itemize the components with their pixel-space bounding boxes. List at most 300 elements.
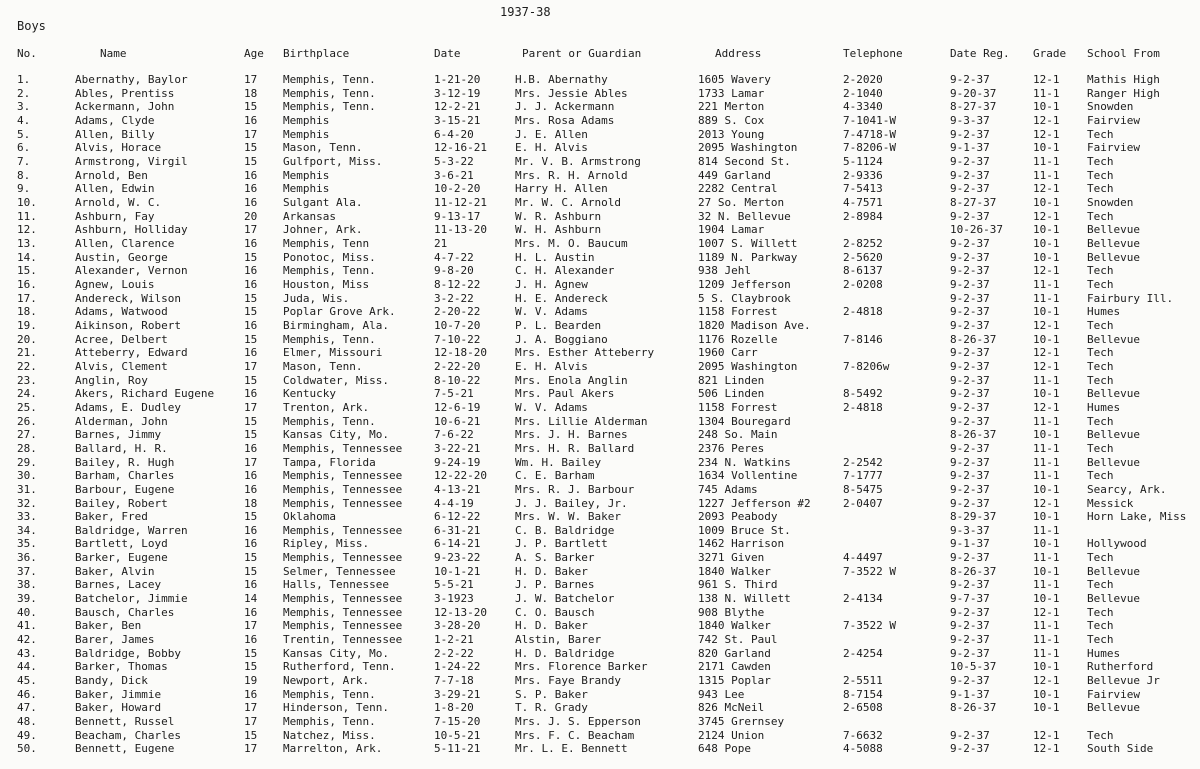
address: 820 Garland: [698, 646, 771, 660]
age: 20: [244, 209, 258, 223]
date-registered: 9-2-37: [950, 441, 990, 455]
row-number: 23.: [17, 373, 37, 387]
grade: 11-1: [1033, 633, 1060, 647]
date-registered: 9-2-37: [950, 155, 990, 168]
date-registered: 8-26-37: [950, 564, 997, 578]
parent-guardian: H.B. Abernathy: [515, 73, 608, 86]
address: 908 Blythe: [698, 605, 765, 619]
birthplace: Poplar Grove Ark.: [283, 305, 396, 319]
telephone: 7-4718-W: [843, 127, 896, 141]
table-row: [0, 742, 1200, 756]
birthplace: Memphis, Tenn.: [283, 100, 376, 114]
telephone: 2-8252: [843, 236, 883, 250]
school-from: Bellevue: [1087, 701, 1140, 715]
birthplace: Hinderson, Tenn.: [283, 701, 389, 715]
age: 16: [244, 469, 258, 483]
age: 16: [244, 633, 258, 647]
birth-date: 2-20-22: [434, 305, 481, 319]
row-number: 27.: [17, 428, 37, 442]
address: 889 S. Cox: [698, 114, 765, 127]
table-row: [0, 442, 1200, 456]
school-from: Tech: [1087, 578, 1114, 592]
birthplace: Memphis, Tennessee: [283, 523, 403, 537]
birthplace: Memphis, Tenn.: [283, 332, 376, 346]
address: 821 Linden: [698, 373, 765, 387]
birth-date: 2-22-20: [434, 359, 481, 373]
birthplace: Marrelton, Ark.: [283, 742, 383, 756]
date-registered: 8-27-37: [950, 100, 997, 114]
student-name: Bailey, R. Hugh: [75, 455, 175, 469]
address: 2171 Cawden: [698, 660, 771, 674]
age: 17: [244, 619, 258, 633]
birth-date: 12-6-19: [434, 400, 481, 414]
address: 5 S. Claybrook: [698, 291, 791, 305]
grade: 12-1: [1033, 318, 1060, 332]
age: 15: [244, 291, 258, 305]
date-registered: 9-3-37: [950, 523, 990, 537]
school-from: Ranger High: [1087, 86, 1160, 100]
telephone: 7-6632: [843, 728, 883, 742]
row-number: 46.: [17, 687, 37, 701]
birth-date: 8-12-22: [434, 277, 481, 291]
parent-guardian: Mrs. R. J. Barbour: [515, 482, 635, 496]
row-number: 11.: [17, 209, 37, 223]
grade: 11-1: [1033, 291, 1060, 305]
birthplace: Oklahoma: [283, 510, 336, 524]
telephone: 7-8206-W: [843, 141, 896, 155]
student-name: Barnes, Lacey: [75, 578, 162, 592]
student-name: Alvis, Clement: [75, 359, 168, 373]
table-row: [0, 483, 1200, 497]
school-from: Tech: [1087, 155, 1114, 168]
date-registered: 8-26-37: [950, 428, 997, 442]
age: 15: [244, 250, 258, 264]
grade: 12-1: [1033, 728, 1060, 742]
birth-date: 3-6-21: [434, 168, 474, 182]
parent-guardian: J. J. Ackermann: [515, 100, 615, 114]
telephone: 5-1124: [843, 155, 883, 168]
birth-date: 1-8-20: [434, 701, 474, 715]
row-number: 2.: [17, 86, 31, 100]
birth-date: 10-7-20: [434, 318, 481, 332]
grade: 10-1: [1033, 510, 1060, 524]
telephone: 2-2020: [843, 73, 883, 86]
student-name: Allen, Clarence: [75, 236, 175, 250]
date-registered: 9-2-37: [950, 182, 990, 196]
row-number: 22.: [17, 359, 37, 373]
table-row: [0, 73, 1200, 87]
student-name: Ackermann, John: [75, 100, 175, 114]
address: 1304 Bouregard: [698, 414, 791, 428]
table-row: [0, 237, 1200, 251]
school-from: Tech: [1087, 469, 1114, 483]
birthplace: Ponotoc, Miss.: [283, 250, 376, 264]
table-row: [0, 619, 1200, 633]
date-registered: 9-2-37: [950, 387, 990, 401]
student-name: Adams, Clyde: [75, 114, 155, 127]
table-row: [0, 251, 1200, 265]
school-from: Bellevue: [1087, 223, 1140, 237]
date-registered: 8-27-37: [950, 195, 997, 209]
student-name: Ashburn, Fay: [75, 209, 155, 223]
birth-date: 5-3-22: [434, 155, 474, 168]
age: 16: [244, 168, 258, 182]
grade: 10-1: [1033, 305, 1060, 319]
address: 938 Jehl: [698, 264, 751, 278]
birth-date: 10-5-21: [434, 728, 481, 742]
school-from: Tech: [1087, 633, 1114, 647]
table-row: [0, 401, 1200, 415]
birth-date: 5-11-21: [434, 742, 481, 756]
birthplace: Memphis, Tennessee: [283, 592, 403, 606]
table-row: [0, 674, 1200, 688]
birthplace: Memphis, Tennessee: [283, 551, 403, 565]
school-from: Snowden: [1087, 100, 1134, 114]
grade: 11-1: [1033, 578, 1060, 592]
student-name: Barker, Thomas: [75, 660, 168, 674]
age: 15: [244, 155, 258, 168]
address: 221 Merton: [698, 100, 765, 114]
school-from: South Side: [1087, 742, 1154, 756]
parent-guardian: Mrs. W. W. Baker: [515, 510, 621, 524]
age: 17: [244, 127, 258, 141]
grade: 12-1: [1033, 359, 1060, 373]
age: 15: [244, 646, 258, 660]
address: 3271 Given: [698, 551, 765, 565]
age: 17: [244, 455, 258, 469]
student-name: Alvis, Horace: [75, 141, 162, 155]
school-from: Snowden: [1087, 195, 1134, 209]
address: 1009 Bruce St.: [698, 523, 791, 537]
row-number: 26.: [17, 414, 37, 428]
student-name: Bartlett, Loyd: [75, 537, 168, 551]
birthplace: Memphis, Tenn: [283, 236, 370, 250]
parent-guardian: E. H. Alvis: [515, 359, 588, 373]
school-from: Tech: [1087, 346, 1114, 360]
grade: 12-1: [1033, 346, 1060, 360]
date-registered: 9-2-37: [950, 305, 990, 319]
address: 1176 Rozelle: [698, 332, 778, 346]
row-number: 28.: [17, 441, 37, 455]
birth-date: 2-2-22: [434, 646, 474, 660]
row-number: 41.: [17, 619, 37, 633]
birthplace: Memphis, Tennessee: [283, 619, 403, 633]
parent-guardian: Mrs. F. C. Beacham: [515, 728, 635, 742]
school-from: Tech: [1087, 168, 1114, 182]
row-number: 10.: [17, 195, 37, 209]
grade: 11-1: [1033, 414, 1060, 428]
parent-guardian: J. J. Bailey, Jr.: [515, 496, 628, 510]
address: 2095 Washington: [698, 359, 798, 373]
age: 17: [244, 359, 258, 373]
parent-guardian: Mrs. Paul Akers: [515, 387, 615, 401]
age: 16: [244, 523, 258, 537]
address: 248 So. Main: [698, 428, 778, 442]
birthplace: Memphis, Tenn.: [283, 264, 376, 278]
address: 1733 Lamar: [698, 86, 765, 100]
student-name: Baker, Jimmie: [75, 687, 162, 701]
table-row: [0, 223, 1200, 237]
telephone: 2-0208: [843, 277, 883, 291]
student-name: Acree, Delbert: [75, 332, 168, 346]
student-name: Ballard, H. R.: [75, 441, 168, 455]
birth-date: 4-7-22: [434, 250, 474, 264]
school-from: Humes: [1087, 400, 1121, 414]
table-row: [0, 633, 1200, 647]
row-number: 30.: [17, 469, 37, 483]
parent-guardian: J. E. Allen: [515, 127, 588, 141]
row-number: 31.: [17, 482, 37, 496]
address: 814 Second St.: [698, 155, 791, 168]
address: 32 N. Bellevue: [698, 209, 791, 223]
grade: 12-1: [1033, 674, 1060, 687]
age: 15: [244, 728, 258, 742]
grade: 10-1: [1033, 482, 1060, 496]
grade: 12-1: [1033, 73, 1060, 86]
parent-guardian: C. E. Barham: [515, 469, 595, 483]
telephone: 8-6137: [843, 264, 883, 278]
parent-guardian: H. L. Austin: [515, 250, 595, 264]
row-number: 32.: [17, 496, 37, 510]
student-name: Batchelor, Jimmie: [75, 592, 188, 606]
birth-date: 9-24-19: [434, 455, 481, 469]
parent-guardian: H. D. Baker: [515, 564, 588, 578]
telephone: 2-4818: [843, 400, 883, 414]
telephone: 7-8206w: [843, 359, 890, 373]
parent-guardian: Mrs. Esther Atteberry: [515, 346, 655, 360]
school-from: Messick: [1087, 496, 1134, 510]
birthplace: Memphis, Tennessee: [283, 441, 403, 455]
birth-date: 12-22-20: [434, 469, 487, 483]
row-number: 7.: [17, 155, 31, 168]
parent-guardian: H. D. Baldridge: [515, 646, 615, 660]
grade: 10-1: [1033, 387, 1060, 401]
birthplace: Memphis, Tenn.: [283, 715, 376, 728]
grade: 10-1: [1033, 100, 1060, 114]
date-registered: 9-2-37: [950, 373, 990, 387]
parent-guardian: J. A. Boggiano: [515, 332, 608, 346]
parent-guardian: Mrs. Enola Anglin: [515, 373, 628, 387]
birth-date: 7-6-22: [434, 428, 474, 442]
school-from: Horn Lake, Miss: [1087, 510, 1187, 524]
telephone: 7-5413: [843, 182, 883, 196]
school-from: Bellevue Jr: [1087, 674, 1160, 687]
table-row: [0, 196, 1200, 210]
telephone: 4-4497: [843, 551, 883, 565]
address: 742 St. Paul: [698, 633, 778, 647]
parent-guardian: T. R. Grady: [515, 701, 588, 715]
parent-guardian: H. D. Baker: [515, 619, 588, 633]
parent-guardian: Mr. V. B. Armstrong: [515, 155, 641, 168]
grade: 10-1: [1033, 660, 1060, 674]
grade: 10-1: [1033, 592, 1060, 606]
row-number: 50.: [17, 742, 37, 756]
address: 1840 Walker: [698, 564, 771, 578]
birthplace: Selmer, Tennessee: [283, 564, 396, 578]
age: 16: [244, 236, 258, 250]
school-from: Bellevue: [1087, 332, 1140, 346]
school-from: Tech: [1087, 551, 1114, 565]
birth-date: 1-2-21: [434, 633, 474, 647]
date-registered: 9-2-37: [950, 646, 990, 660]
age: 16: [244, 578, 258, 592]
birth-date: 3-29-21: [434, 687, 481, 701]
birthplace: Newport, Ark.: [283, 674, 370, 687]
age: 17: [244, 400, 258, 414]
birth-date: 1-21-20: [434, 73, 481, 86]
birthplace: Memphis, Tennessee: [283, 469, 403, 483]
grade: 10-1: [1033, 332, 1060, 346]
school-from: Humes: [1087, 305, 1121, 319]
table-row: [0, 387, 1200, 401]
birthplace: Memphis, Tenn.: [283, 73, 376, 86]
address: 2093 Peabody: [698, 510, 778, 524]
student-name: Austin, George: [75, 250, 168, 264]
date-registered: 10-26-37: [950, 223, 1003, 237]
grade: 10-1: [1033, 537, 1060, 551]
age: 17: [244, 701, 258, 715]
parent-guardian: Mrs. Jessie Ables: [515, 86, 628, 100]
student-name: Arnold, W. C.: [75, 195, 162, 209]
age: 16: [244, 114, 258, 127]
row-number: 38.: [17, 578, 37, 592]
table-row: [0, 182, 1200, 196]
birthplace: Tampa, Florida: [283, 455, 376, 469]
birthplace: Houston, Miss: [283, 277, 370, 291]
row-number: 6.: [17, 141, 31, 155]
table-row: [0, 278, 1200, 292]
grade: 10-1: [1033, 701, 1060, 715]
row-number: 20.: [17, 332, 37, 346]
birthplace: Sulgant Ala.: [283, 195, 363, 209]
table-row: [0, 497, 1200, 511]
grade: 11-1: [1033, 646, 1060, 660]
column-header-parent: Parent or Guardian: [522, 47, 642, 60]
date-registered: 9-7-37: [950, 592, 990, 606]
birth-date: 7-5-21: [434, 387, 474, 401]
birth-date: 7-10-22: [434, 332, 481, 346]
telephone: 2-2542: [843, 455, 883, 469]
birth-date: 12-18-20: [434, 346, 487, 360]
student-name: Barker, Eugene: [75, 551, 168, 565]
parent-guardian: Mr. L. E. Bennett: [515, 742, 628, 756]
school-from: Searcy, Ark.: [1087, 482, 1167, 496]
age: 15: [244, 551, 258, 565]
table-row: [0, 87, 1200, 101]
address: 1158 Forrest: [698, 305, 778, 319]
row-number: 25.: [17, 400, 37, 414]
row-number: 29.: [17, 455, 37, 469]
school-from: Bellevue: [1087, 455, 1140, 469]
row-number: 12.: [17, 223, 37, 237]
school-from: Tech: [1087, 728, 1114, 742]
age: 18: [244, 86, 258, 100]
birth-date: 3-2-22: [434, 291, 474, 305]
date-registered: 9-2-37: [950, 496, 990, 510]
address: 449 Garland: [698, 168, 771, 182]
grade: 11-1: [1033, 551, 1060, 565]
parent-guardian: Alstin, Barer: [515, 633, 602, 647]
student-name: Bandy, Dick: [75, 674, 148, 687]
row-number: 49.: [17, 728, 37, 742]
date-registered: 8-26-37: [950, 332, 997, 346]
age: 16: [244, 264, 258, 278]
table-row: [0, 701, 1200, 715]
table-row: [0, 729, 1200, 743]
date-registered: 9-2-37: [950, 359, 990, 373]
row-number: 48.: [17, 715, 37, 728]
address: 1820 Madison Ave.: [698, 318, 811, 332]
telephone: 8-5492: [843, 387, 883, 401]
student-name: Baldridge, Bobby: [75, 646, 181, 660]
parent-guardian: Mrs. Lillie Alderman: [515, 414, 648, 428]
column-header-address: Address: [715, 47, 762, 60]
table-row: [0, 155, 1200, 169]
student-name: Abernathy, Baylor: [75, 73, 188, 86]
student-name: Bennett, Russel: [75, 715, 175, 728]
age: 17: [244, 715, 258, 728]
table-row: [0, 141, 1200, 155]
grade: 11-1: [1033, 441, 1060, 455]
date-registered: 10-5-37: [950, 660, 997, 674]
table-row: [0, 264, 1200, 278]
row-number: 18.: [17, 305, 37, 319]
address: 2282 Central: [698, 182, 778, 196]
school-from: Rutherford: [1087, 660, 1154, 674]
grade: 12-1: [1033, 496, 1060, 510]
age: 16: [244, 318, 258, 332]
birthplace: Memphis: [283, 114, 330, 127]
birthplace: Memphis, Tenn.: [283, 86, 376, 100]
birthplace: Memphis, Tennessee: [283, 605, 403, 619]
age: 15: [244, 660, 258, 674]
parent-guardian: Mrs. J. H. Barnes: [515, 428, 628, 442]
row-number: 47.: [17, 701, 37, 715]
school-from: Tech: [1087, 605, 1114, 619]
column-header-school-from: School From: [1087, 47, 1160, 60]
birth-date: 4-13-21: [434, 482, 481, 496]
table-row: [0, 360, 1200, 374]
row-number: 13.: [17, 236, 37, 250]
birthplace: Rutherford, Tenn.: [283, 660, 396, 674]
address: 1462 Harrison: [698, 537, 785, 551]
school-from: Bellevue: [1087, 428, 1140, 442]
date-registered: 9-2-37: [950, 291, 990, 305]
telephone: 2-4254: [843, 646, 883, 660]
grade: 11-1: [1033, 168, 1060, 182]
birthplace: Trentin, Tennessee: [283, 633, 403, 647]
birthplace: Ripley, Miss.: [283, 537, 370, 551]
table-row: [0, 128, 1200, 142]
row-number: 19.: [17, 318, 37, 332]
school-from: Tech: [1087, 441, 1114, 455]
row-number: 35.: [17, 537, 37, 551]
birthplace: Kansas City, Mo.: [283, 646, 389, 660]
birth-date: 8-10-22: [434, 373, 481, 387]
date-registered: 9-2-37: [950, 469, 990, 483]
parent-guardian: Mrs. M. O. Baucum: [515, 236, 628, 250]
age: 16: [244, 482, 258, 496]
table-row: [0, 647, 1200, 661]
school-from: Mathis High: [1087, 73, 1160, 86]
grade: 11-1: [1033, 86, 1060, 100]
grade: 11-1: [1033, 277, 1060, 291]
table-row: [0, 210, 1200, 224]
school-from: Fairview: [1087, 114, 1140, 127]
address: 1315 Poplar: [698, 674, 771, 687]
student-name: Anglin, Roy: [75, 373, 148, 387]
date-registered: 9-2-37: [950, 236, 990, 250]
